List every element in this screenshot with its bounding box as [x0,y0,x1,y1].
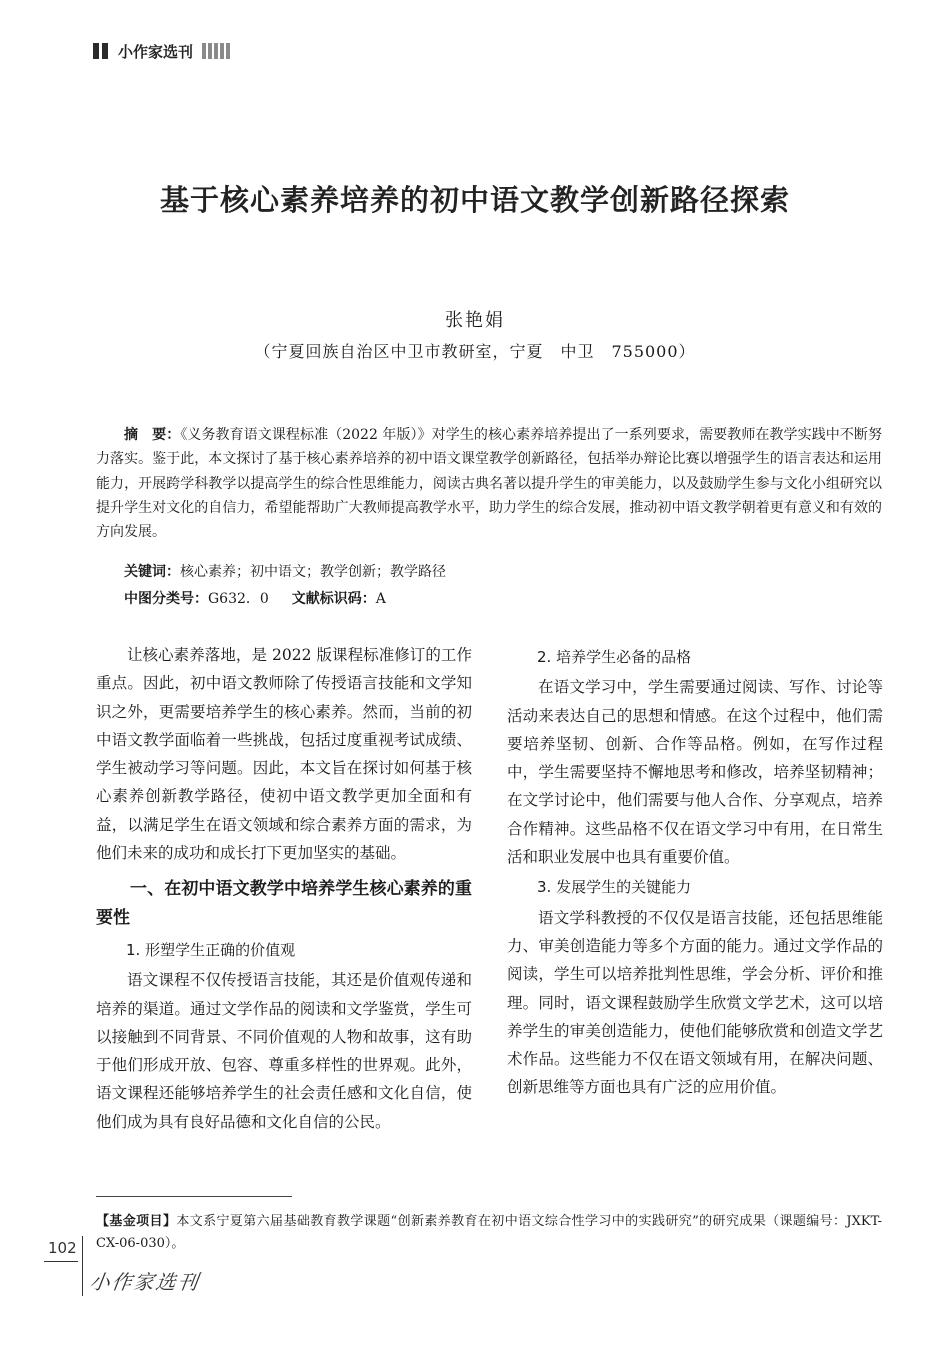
subsection-2-paragraph: 在语文学习中，学生需要通过阅读、写作、讨论等活动来表达自己的思想和情感。在这个过程中，他们需要培养坚韧、创新、合作等品格。例如，在写作过程中，学生需要坚持不懈地思考和修改，培养坚韧精神；在文学讨论中，他们需要与他人合作、分享观点，培养合作精神。这些品格不仅在语文学习中有用，在日常生活和职业发展中也具有重要价值。 [507,678,883,867]
abstract [96,423,882,544]
header-bars-right-icon [202,43,230,59]
section-1-heading: 一、在初中语文教学中培养学生核心素养的重要性 [96,879,472,928]
left-column [96,641,472,1136]
footnote-divider [96,1196,292,1197]
page-number-rule [44,1261,78,1262]
keywords-text: 核心素养；初中语文；教学创新；教学路径 [180,564,446,580]
author-affiliation: （宁夏回族自治区中卫市教研室，宁夏 中卫 755000） [254,342,696,361]
subsection-3-heading: 3. 发展学生的关键能力 [537,878,692,897]
keywords-label: 关键词： [124,564,180,580]
abstract-text: 《义务教育语文课程标准（2022 年版）》对学生的核心素养培养提出了一系列要求，需要教师在教学实践中不断努力落实。鉴于此，本文探讨了基于核心素养培养的初中语文课堂教学创新路径，包括举办辩论比赛以增强学生的语言表达和运用能力，开展跨学科教学以提高学生的综合性思维能力，阅读古典名著以提升学生的审美能力，以及鼓励学生参与文化小组研究以提升学生对文化的自信力，希望能帮助广大教师提高教学水平，助力学生的综合发展，推动初中语文教学朝着更有意义和有效的方向发展。 [96,427,883,541]
author-name: 张艳娟 [445,310,505,331]
intro-paragraph: 让核心素养落地，是 2022 版课程标准修订的工作重点。因此，初中语文教师除了传授语言技能和文学知识之外，更需要培养学生的核心素养。然而，当前的初中语文教学面临着一些挑战，包括过度重视考试成绩、学生被动学习等问题。因此，本文旨在探讨如何基于核心素养创新教学路径，使初中语文教学更加全面和有益，以满足学生在语文领域和综合素养方面的需求，为他们未来的成功和成长打下更加坚实的基础。 [96,646,472,863]
footnote [96,1211,882,1255]
subsection-1-heading: 1. 形塑学生正确的价值观 [126,940,296,959]
footnote-label: 【基金项目】 [96,1214,177,1229]
subsection-3-paragraph: 语文学科教授的不仅仅是语言技能，还包括思维能力、审美创造能力等多个方面的能力。通过文学作品的阅读，学生可以培养批判性思维，学会分析、评价和推理。同时，语文课程鼓励学生欣赏文学艺术，这可以培养学生的审美创造能力，使他们能够欣赏和创造文学艺术作品。这些能力不仅在语文领域有用，在解决问题、创新思维等方面也具有广泛的应用价值。 [507,908,883,1097]
journal-logo: 小作家选刊 [88,1270,202,1294]
journal-name: 小作家选刊 [118,42,194,61]
doc-code-value: A [375,591,386,607]
clc-label: 中图分类号： [124,591,208,607]
keywords-line [124,561,446,581]
page-number: 102 [48,1239,77,1257]
classification-line [124,588,386,608]
article-title: 基于核心素养培养的初中语文教学创新路径探索 [159,183,790,217]
right-column [507,641,883,1102]
header-bars-left-icon [93,43,108,59]
abstract-label: 摘 要： [124,427,181,443]
running-header [93,41,230,61]
clc-value: G632．0 [208,591,269,607]
doc-code-label: 文献标识码： [291,591,376,607]
footer-vertical-rule [82,1236,83,1296]
subsection-2-heading: 2. 培养学生必备的品格 [537,648,692,666]
subsection-1-paragraph: 语文课程不仅传授语言技能，其还是价值观传递和培养的渠道。通过文学作品的阅读和文学鉴赏，学生可以接触到不同背景、不同价值观的人物和故事，这有助于他们形成开放、包容、尊重多样性的世界观。此外，语文课程还能够培养学生的社会责任感和文化自信，使他们成为具有良好品德和文化自信的公民。 [96,971,472,1131]
footnote-text: 本文系宁夏第六届基础教育教学课题“创新素养教育在初中语文综合性学习中的实践研究”的研究成果（课题编号：JXKT-CX-06-030）。 [96,1214,882,1251]
